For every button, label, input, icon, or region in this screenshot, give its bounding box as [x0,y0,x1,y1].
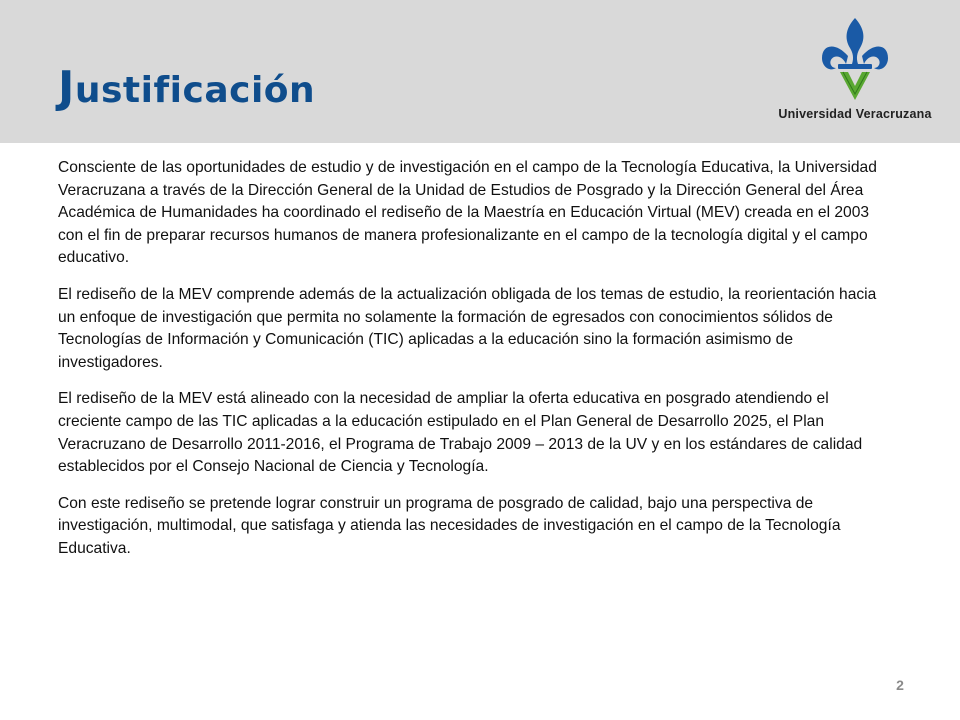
paragraph-4: Con este rediseño se pretende lograr construir un programa de posgrado de calidad, bajo una perspectiva de investigación, multimodal, que satisfaga y atienda las necesidades de investigación en el campo de la Tecnología Educativa. [58,494,841,557]
slide-title-initial: J [58,62,75,113]
slide-title [58,62,316,113]
university-logo [760,12,950,138]
page-number: 2 [896,677,904,693]
body-text [58,157,888,575]
paragraph-3: El rediseño de la MEV está alineado con la necesidad de ampliar la oferta educativa en posgrado atendiendo el creciente campo de las TIC aplicadas a la educación estipulado en el Plan General de Desarrollo 2025, el Plan Veracruzano de Desarrollo 2011-2016, el Programa de Trabajo 2009 – 2013 de la UV y en los estándares de calidad establecidos por el Consejo Nacional de Ciencia y Tecnología. [58,390,863,476]
fleur-de-lis-icon [760,12,950,104]
paragraph-1: Consciente de las oportunidades de estudio y de investigación en el campo de la Tecnología Educativa, la Universidad Veracruzana a través de la Dirección General de la Unidad de Estudios de Posgrado y la Dirección General del Área Académica de Humanidades ha coordinado el rediseño de la Maestría en Educación Virtual (MEV) creada en el 2003 con el fin de preparar recursos humanos de manera profesionalizante en el campo de la tecnología digital y el campo educativo. [58,159,877,267]
paragraph-2: El rediseño de la MEV comprende además de la actualización obligada de los temas de estudio, la reorientación hacia un enfoque de investigación que permita no solamente la formación de egresados con conocimientos sólidos de Tecnologías de Información y Comunicación (TIC) aplicadas a la educación sino la formación asimismo de investigadores. [58,285,877,371]
logo-text: Universidad Veracruzana [778,107,932,121]
slide-title-rest: ustificación [74,70,316,111]
